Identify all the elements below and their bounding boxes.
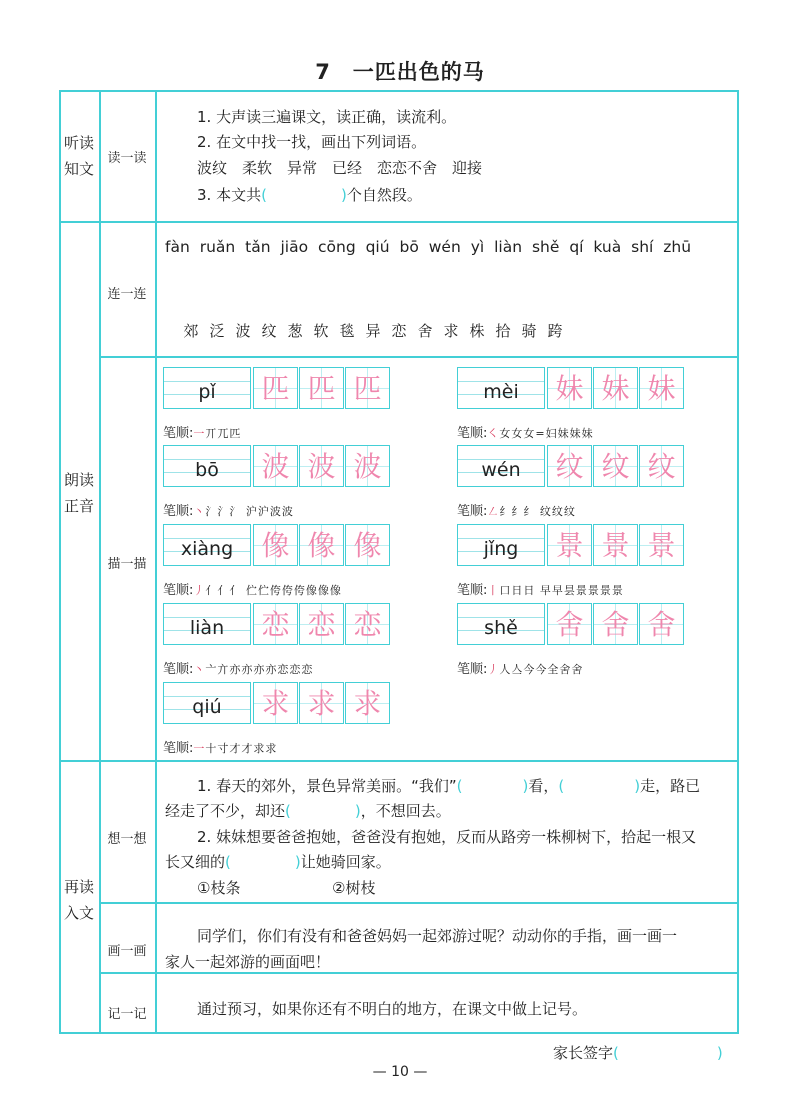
read-word-list: 波纹 柔软 异常 已经 恋恋不舍 迎接 [197,159,483,177]
think-line-1: 1. 春天的郊外，景色异常美丽。“我们”( )看，( )走，路已 [197,777,701,795]
connect-pinyin-row: fàn ruǎn tǎn jiāo cōng qiú bō wén yì liàn shě qí kuà shí zhū [165,238,692,256]
section-label-reread: 再读 入文 [63,878,94,922]
char-box[interactable]: 妹 [639,367,684,409]
think-line-2: 经走了不少，却还( )，不想回去。 [165,802,451,820]
answer-paren-open: ( [261,186,267,204]
sub-label-connect: 连一连 [107,287,147,302]
sub-label-draw: 画一画 [107,944,147,959]
pinyin-box: mèi [457,367,545,409]
char-box[interactable]: 舍 [639,603,684,645]
connect-char[interactable]: 恋 [391,322,407,340]
answer-paren-close: ) [340,186,347,204]
char-box[interactable]: 波 [253,445,298,487]
pinyin-box: liàn [163,603,251,645]
sub-label-note: 记一记 [107,1007,147,1022]
connect-char[interactable]: 郊 [183,322,199,340]
pinyin-box: wén [457,445,545,487]
row-divider-section1 [61,221,737,223]
connect-char[interactable]: 软 [313,322,329,340]
col-divider-2 [155,92,157,1032]
read-line-2: 2. 在文中找一找，画出下列词语。 [197,133,427,151]
think-line-3: 2. 妹妹想要爸爸抱她，爸爸没有抱她，反而从路旁一株柳树下，拾起一根又 [197,828,697,846]
char-box[interactable]: 舍 [547,603,592,645]
connect-char-row [178,320,568,341]
stroke-order: 笔顺:丨口日日 早早昙景景景景 [457,583,624,598]
char-box[interactable]: 景 [639,524,684,566]
char-box[interactable]: 纹 [593,445,638,487]
stroke-order: 笔顺:㇛女女女=妇妹妹妹 [457,426,594,441]
note-line-1: 通过预习，如果你还有不明白的地方，在课文中做上记号。 [197,1000,588,1018]
lesson-title: 7 一匹出色的马 [315,60,485,84]
char-box[interactable]: 匹 [253,367,298,409]
connect-char[interactable]: 株 [469,322,485,340]
section-label-listen: 听读 知文 [63,134,94,178]
char-box[interactable]: 波 [345,445,390,487]
char-box[interactable]: 妹 [547,367,592,409]
row-divider-connect [99,356,737,358]
pinyin-box: bō [163,445,251,487]
char-box[interactable]: 舍 [593,603,638,645]
pinyin-box: xiàng [163,524,251,566]
page-number: — 10 — [372,1064,428,1080]
stroke-order: 笔顺:丿亻亻亻 伫伫侉侉侉像像像 [163,583,342,598]
char-box[interactable]: 求 [253,682,298,724]
char-box[interactable]: 匹 [345,367,390,409]
pinyin-box: pǐ [163,367,251,409]
char-box[interactable]: 求 [345,682,390,724]
char-box[interactable]: 像 [253,524,298,566]
think-line-4: 长又细的( )让她骑回家。 [165,853,391,871]
connect-char[interactable]: 跨 [547,322,563,340]
connect-char[interactable]: 毯 [339,322,355,340]
stroke-order: 笔顺:丿人亼今今全舍舍 [457,662,584,677]
draw-line-2: 家人一起郊游的画面吧！ [165,953,331,971]
sub-label-read: 读一读 [107,151,147,166]
connect-char[interactable]: 异 [365,322,381,340]
char-box[interactable]: 纹 [547,445,592,487]
connect-char[interactable]: 骑 [521,322,537,340]
char-box[interactable]: 景 [547,524,592,566]
row-divider-think [99,902,737,904]
char-box[interactable]: 景 [593,524,638,566]
connect-char[interactable]: 葱 [287,322,303,340]
char-box[interactable]: 匹 [299,367,344,409]
connect-char[interactable]: 波 [235,322,251,340]
char-box[interactable]: 恋 [253,603,298,645]
stroke-order: 笔顺:丶亠亣亦亦亦亦恋恋恋 [163,662,314,677]
pinyin-box: shě [457,603,545,645]
char-box[interactable]: 求 [299,682,344,724]
stroke-order: 笔顺:丶氵氵氵 沪沪波波 [163,504,294,519]
char-box[interactable]: 纹 [639,445,684,487]
row-divider-section2 [61,760,737,762]
connect-char[interactable]: 求 [443,322,459,340]
char-box[interactable]: 波 [299,445,344,487]
draw-line-1: 同学们，你们有没有和爸爸妈妈一起郊游过呢？动动你的手指，画一画一 [197,927,678,945]
read-line-3: 3. 本文共( )个自然段。 [197,186,422,204]
section-label-pronounce: 朗读 正音 [63,471,94,515]
char-box[interactable]: 恋 [345,603,390,645]
stroke-order: 笔顺:㇜纟纟纟 纹纹纹 [457,504,576,519]
pinyin-box: qiú [163,682,251,724]
connect-char[interactable]: 泛 [209,322,225,340]
read-line-1: 1. 大声读三遍课文，读正确，读流利。 [197,108,457,126]
parent-signature: 家长签字( ) [553,1044,723,1062]
sub-label-think: 想一想 [107,832,147,847]
char-box[interactable]: 恋 [299,603,344,645]
connect-char[interactable]: 舍 [417,322,433,340]
connect-char[interactable]: 拾 [495,322,511,340]
connect-char[interactable]: 纹 [261,322,277,340]
sub-label-trace: 描一描 [107,557,147,572]
stroke-order: 笔顺:一丌兀匹 [163,426,242,441]
char-box[interactable]: 像 [345,524,390,566]
think-option-1[interactable]: ①枝条 [197,879,241,897]
char-box[interactable]: 妹 [593,367,638,409]
pinyin-box: jǐng [457,524,545,566]
stroke-order: 笔顺:一十寸才才求求 [163,741,278,756]
char-box[interactable]: 像 [299,524,344,566]
think-option-2[interactable]: ②树枝 [332,879,376,897]
